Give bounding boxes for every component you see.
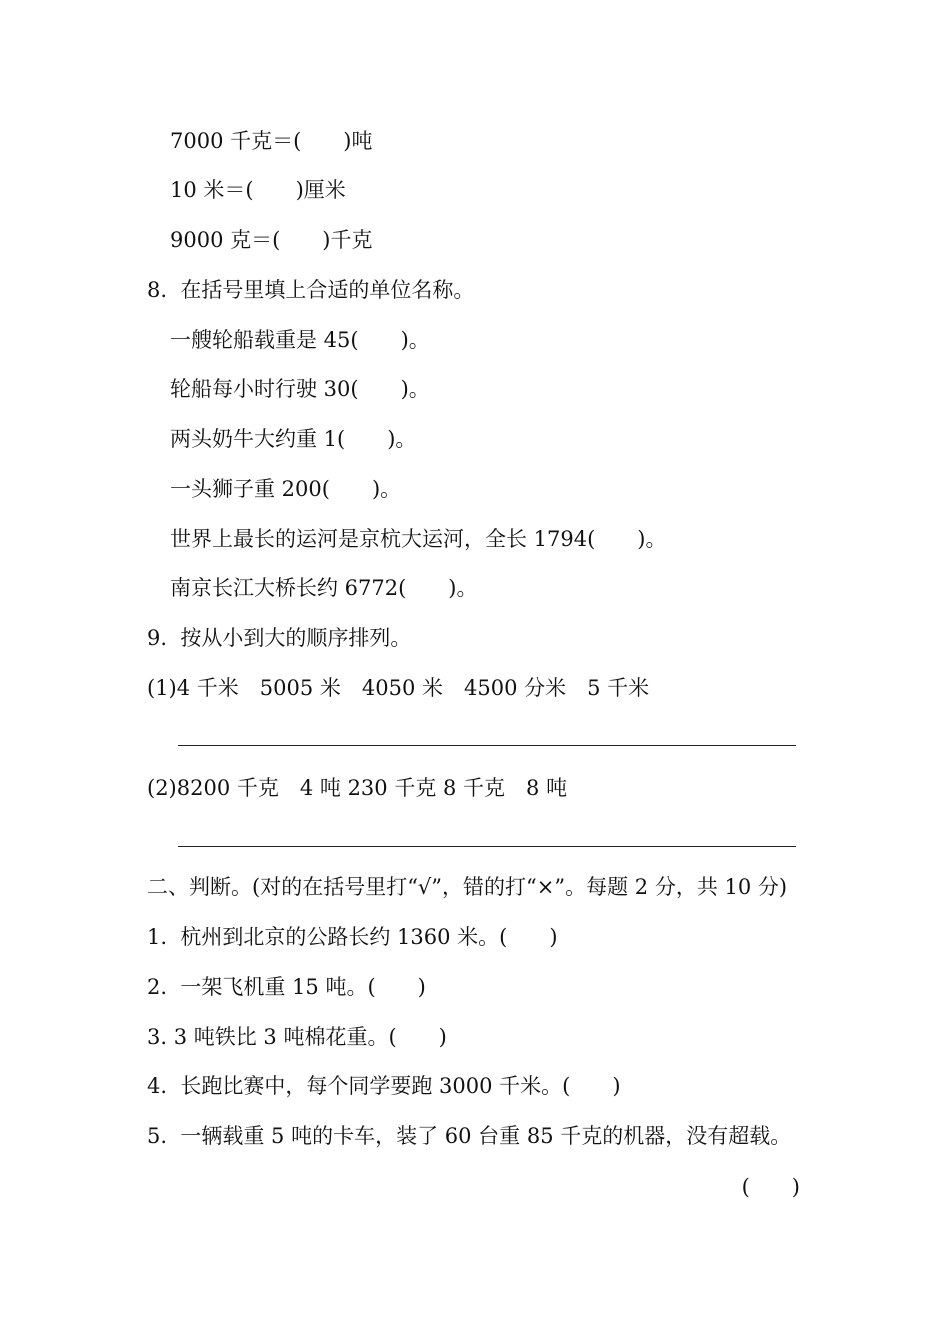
q8-item-3: 两头奶牛大约重 1( )。 — [170, 427, 417, 451]
q8-item-6: 南京长江大桥长约 6772( )。 — [170, 576, 478, 600]
judge-item-1: 1. 杭州到北京的公路长约 1360 米。( ) — [147, 925, 558, 949]
judge-item-4: 4. 长跑比赛中，每个同学要跑 3000 千米。( ) — [147, 1074, 621, 1098]
q8-item-1: 一艘轮船载重是 45( )。 — [170, 328, 430, 352]
answer-line-2[interactable] — [178, 846, 796, 847]
conversion-item-2: 10 米＝( )厘米 — [170, 178, 346, 202]
judge-item-3: 3. 3 吨铁比 3 吨棉花重。( ) — [147, 1025, 447, 1049]
judge-item-5: 5. 一辆载重 5 吨的卡车，装了 60 台重 85 千克的机器，没有超载。 — [147, 1124, 792, 1148]
judge-item-2: 2. 一架飞机重 15 吨。( ) — [147, 975, 426, 999]
conversion-item-3: 9000 克＝( )千克 — [170, 228, 373, 252]
conversion-item-1: 7000 千克＝( )吨 — [170, 129, 373, 153]
question-8-title: 8. 在括号里填上合适的单位名称。 — [147, 278, 475, 302]
section-2-title: 二、判断。(对的在括号里打“√”，错的打“×”。每题 2 分，共 10 分) — [147, 875, 788, 899]
question-9-title: 9. 按从小到大的顺序排列。 — [147, 626, 412, 650]
judge-item-5-answer-paren[interactable]: ( ) — [741, 1175, 800, 1199]
q9-part-2: (2)8200 千克 4 吨 230 千克 8 千克 8 吨 — [147, 776, 568, 800]
answer-line-1[interactable] — [178, 745, 796, 746]
q9-part-1: (1)4 千米 5005 米 4050 米 4500 分米 5 千米 — [147, 676, 650, 700]
q8-item-5: 世界上最长的运河是京杭大运河，全长 1794( )。 — [170, 527, 667, 551]
q8-item-2: 轮船每小时行驶 30( )。 — [170, 377, 430, 401]
q8-item-4: 一头狮子重 200( )。 — [170, 477, 402, 501]
